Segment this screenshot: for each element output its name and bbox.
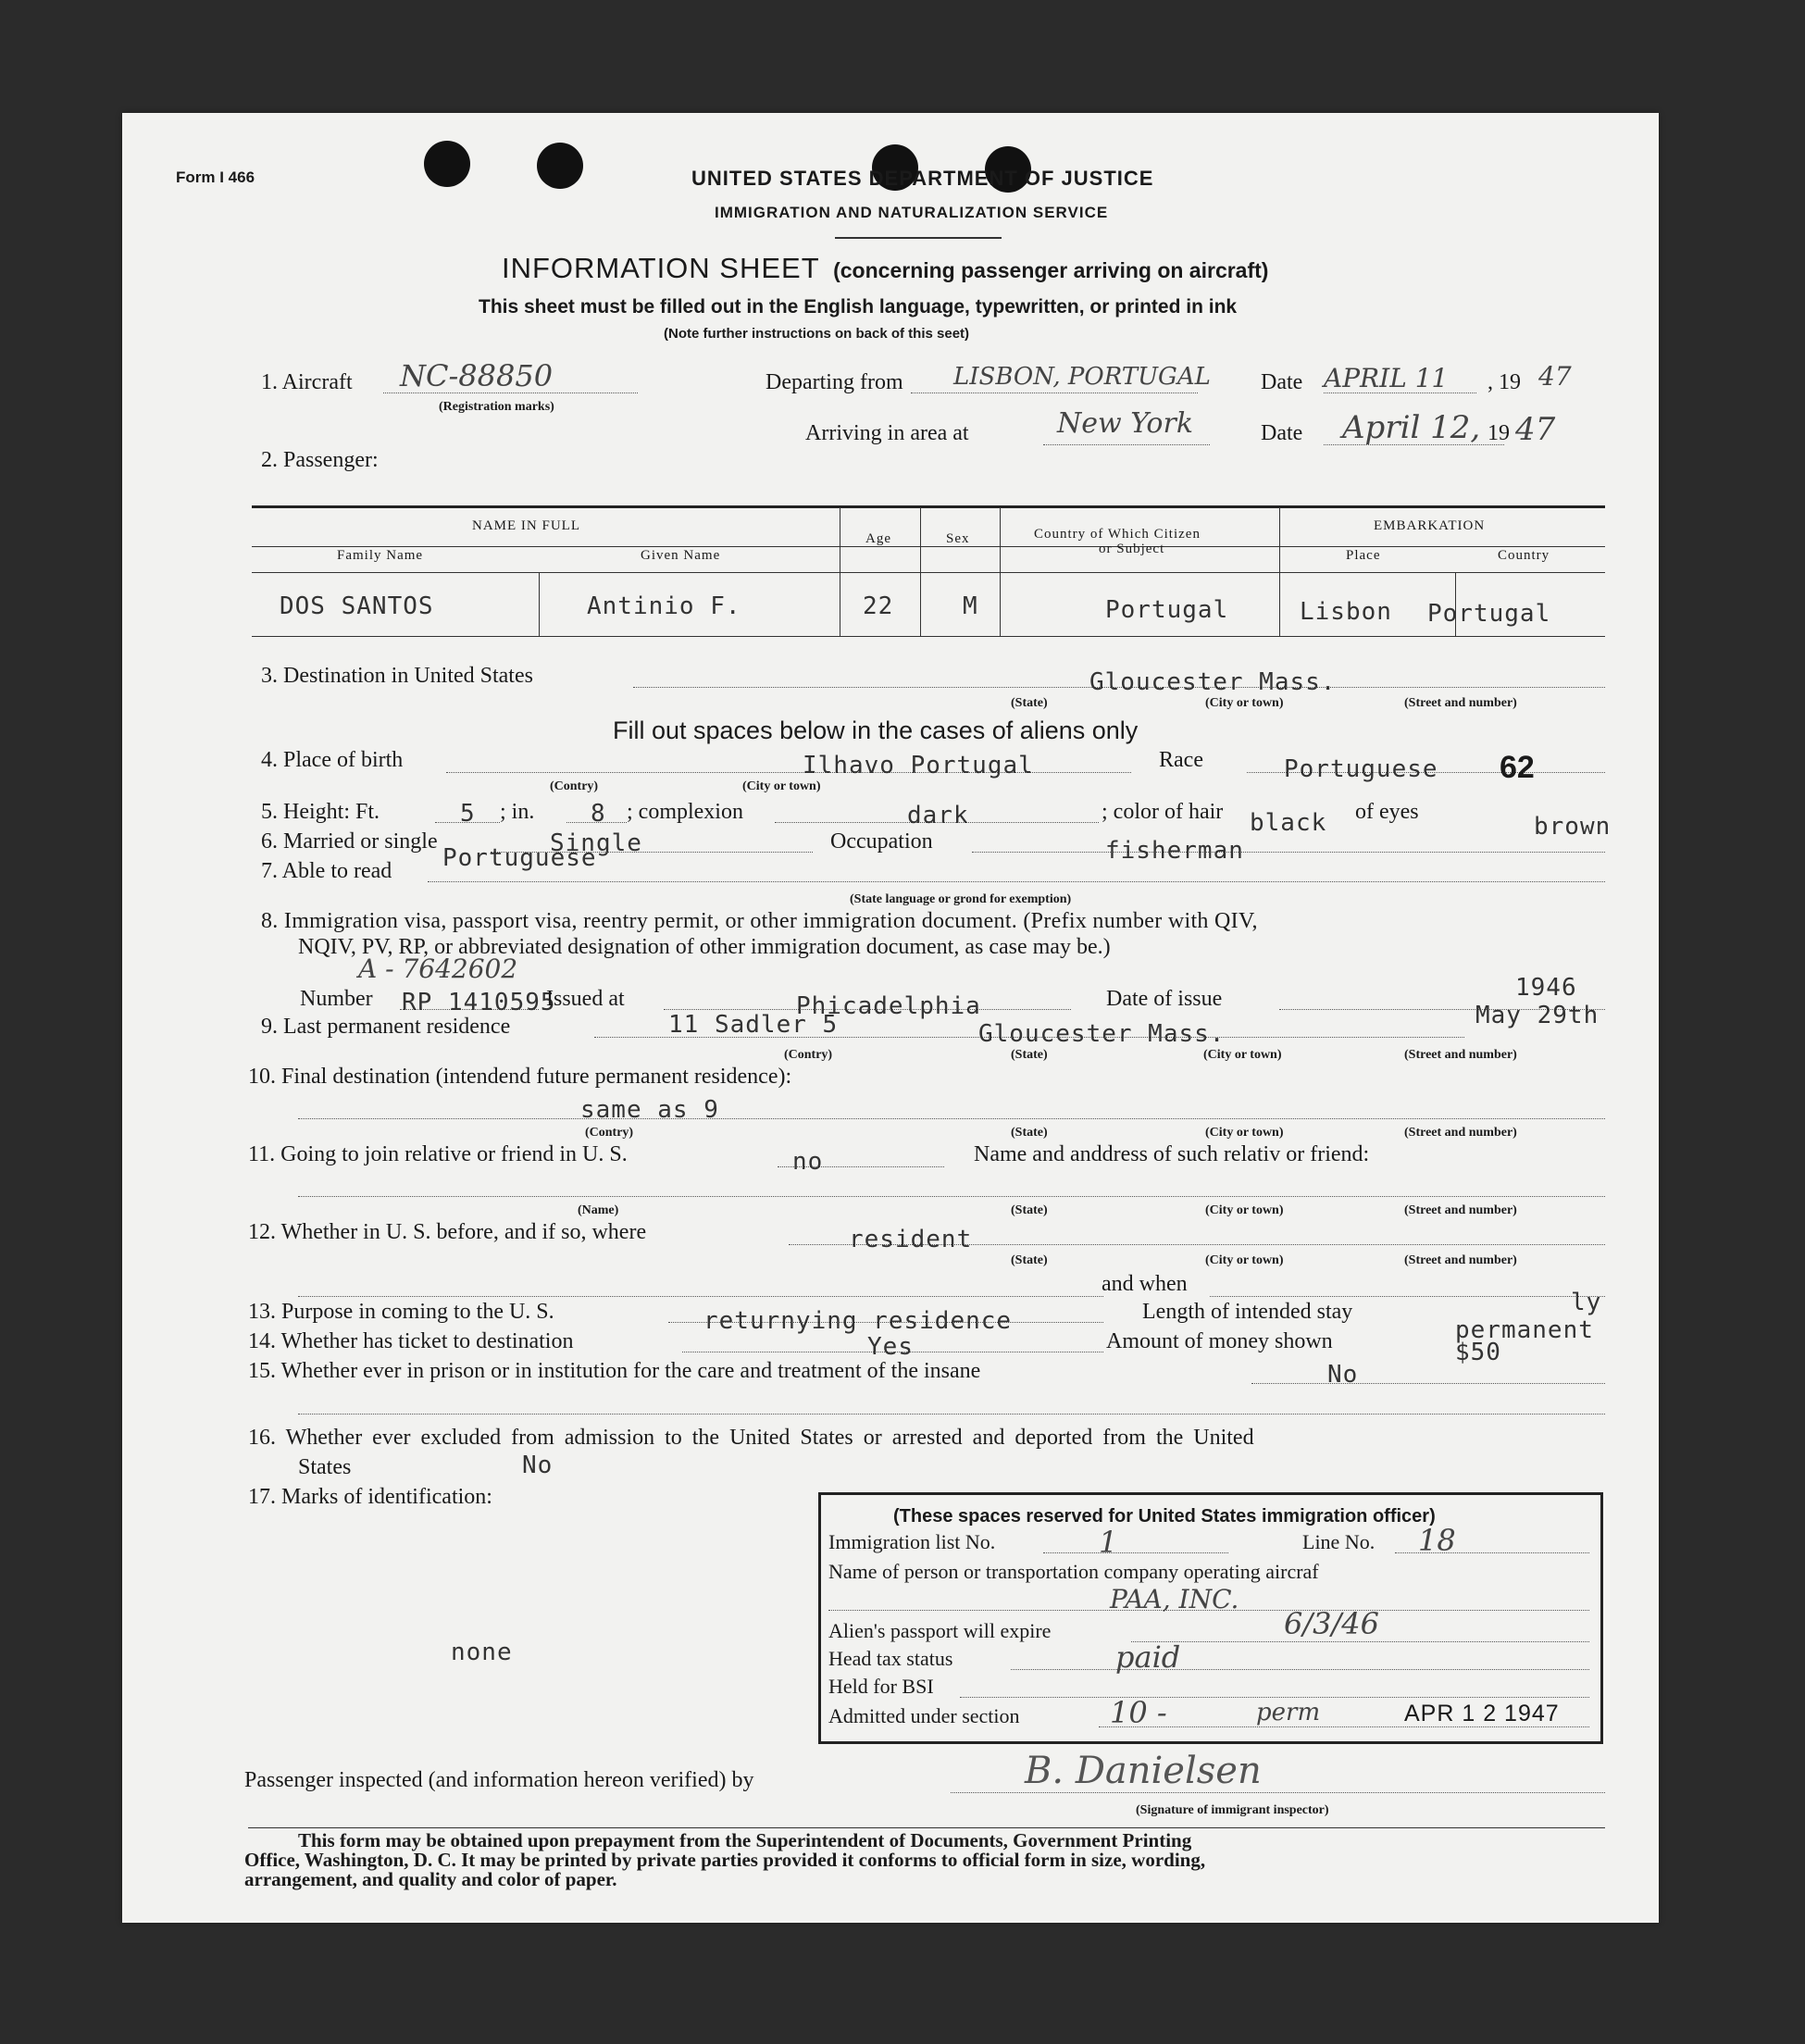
header-name-in-full: NAME IN FULL bbox=[472, 518, 580, 533]
ticket-label: 14. Whether has ticket to destination bbox=[248, 1329, 574, 1353]
destination-value: Gloucester Mass. bbox=[1089, 668, 1337, 696]
header-country-citizen-1: Country of Which Citizen bbox=[1034, 527, 1201, 542]
money-label: Amount of money shown bbox=[1106, 1329, 1333, 1353]
arrive-year-prefix: 19 bbox=[1488, 421, 1510, 445]
issued-at-value: Phicadelphia bbox=[796, 992, 981, 1020]
header-family-name: Family Name bbox=[337, 548, 424, 563]
identification-value: none bbox=[451, 1639, 513, 1666]
verification-label: Passenger inspected (and information hereon verified) by bbox=[244, 1768, 754, 1792]
final-destination-label: 10. Final destination (intendend future permanent residence): bbox=[248, 1065, 792, 1089]
header-emb-country: Country bbox=[1498, 548, 1550, 563]
inspector-signature: B. Danielsen bbox=[1025, 1750, 1262, 1792]
residence-caption-state: (State) bbox=[1011, 1048, 1048, 1062]
title-note: (concerning passenger arriving on aircraft) bbox=[833, 258, 1269, 282]
given-name-value: Antinio F. bbox=[587, 592, 741, 620]
arrive-date: April 12, bbox=[1342, 409, 1481, 446]
passport-expire-value: 6/3/46 bbox=[1284, 1606, 1379, 1641]
immigration-list-label: Immigration list No. bbox=[828, 1530, 996, 1553]
line-no-label: Line No. bbox=[1302, 1530, 1376, 1553]
relative-caption-state: (State) bbox=[1011, 1203, 1048, 1217]
issue-date: May 29th bbox=[1475, 1002, 1600, 1029]
join-relative-label: 11. Going to join relative or friend in U. S. bbox=[248, 1142, 628, 1166]
registration-caption: (Registration marks) bbox=[439, 400, 554, 414]
when-label: and when bbox=[1102, 1272, 1188, 1296]
instructions-note: (Note further instructions on back of this seet) bbox=[664, 326, 970, 342]
previous-caption-street: (Street and number) bbox=[1404, 1253, 1517, 1267]
hair-value: black bbox=[1250, 809, 1327, 837]
caption-state: (State) bbox=[1011, 696, 1048, 710]
final-caption-country: (Contry) bbox=[585, 1126, 634, 1140]
header-given-name: Given Name bbox=[641, 548, 721, 563]
issued-label: Issued at bbox=[546, 987, 625, 1011]
race-label: Race bbox=[1159, 748, 1203, 772]
punch-hole-2 bbox=[537, 143, 583, 189]
hair-label: ; color of hair bbox=[1102, 800, 1224, 824]
document-handwritten-number: A - 7642602 bbox=[358, 953, 518, 984]
depart-date: APRIL 11 bbox=[1324, 363, 1449, 393]
bsi-label: Held for BSI bbox=[828, 1675, 934, 1698]
purpose-value: returnying residence bbox=[703, 1307, 1013, 1335]
head-tax-label: Head tax status bbox=[828, 1647, 953, 1670]
arriving-label: Arriving in area at bbox=[805, 421, 969, 445]
emb-country-value: Portugal bbox=[1427, 600, 1551, 628]
relative-caption-street: (Street and number) bbox=[1404, 1203, 1517, 1217]
form-number: Form I 466 bbox=[176, 168, 255, 186]
caption-country: (Contry) bbox=[550, 779, 599, 793]
excluded-value: No bbox=[522, 1452, 554, 1479]
residence-caption-city: (City or town) bbox=[1203, 1048, 1282, 1062]
height-label: 5. Height: Ft. bbox=[261, 800, 380, 824]
prison-label: 15. Whether ever in prison or in institution for the care and treatment of the insane bbox=[248, 1359, 981, 1383]
document-line-2: NQIV, PV, RP, or abbreviated designation of other immigration document, as case may be.) bbox=[298, 935, 1111, 959]
arrive-year: 47 bbox=[1515, 411, 1556, 448]
previous-caption-state: (State) bbox=[1011, 1253, 1048, 1267]
passenger-label: 2. Passenger: bbox=[261, 448, 379, 472]
admission-date-stamp: APR 1 2 1947 bbox=[1404, 1701, 1560, 1726]
citizen-value: Portugal bbox=[1105, 596, 1229, 624]
form-title bbox=[502, 252, 1268, 285]
excluded-line-1: 16. Whether ever excluded from admission to the United States or arrested and deported from the United bbox=[248, 1426, 1254, 1450]
company-label: Name of person or transportation company operating aircraf bbox=[828, 1560, 1319, 1583]
relative-name-label: Name and anddress of such relativ or friend: bbox=[974, 1142, 1370, 1166]
residence-city: Gloucester Mass. bbox=[978, 1020, 1226, 1048]
complexion-label: ; complexion bbox=[627, 800, 743, 824]
footer-line-3: arrangement, and quality and color of paper. bbox=[244, 1868, 617, 1890]
company-value: PAA, INC. bbox=[1110, 1584, 1239, 1614]
header-age: Age bbox=[865, 531, 891, 546]
line-no-value: 18 bbox=[1418, 1523, 1456, 1558]
caption-street: (Street and number) bbox=[1404, 696, 1517, 710]
final-destination-value: same as 9 bbox=[580, 1096, 719, 1124]
departing-from: LISBON, PORTUGAL bbox=[953, 363, 1211, 391]
arrive-date-label: Date bbox=[1261, 421, 1303, 445]
inches-label: ; in. bbox=[500, 800, 535, 824]
excluded-line-2: States bbox=[298, 1455, 352, 1479]
family-name-value: DOS SANTOS bbox=[280, 592, 434, 620]
prison-value: No bbox=[1327, 1361, 1359, 1389]
relative-caption-name: (Name) bbox=[578, 1203, 619, 1217]
head-tax-value: paid bbox=[1115, 1639, 1181, 1675]
height-feet: 5 bbox=[460, 800, 476, 828]
height-inches: 8 bbox=[591, 800, 606, 828]
marital-value: Single bbox=[550, 829, 642, 857]
read-value: Portuguese bbox=[442, 844, 597, 872]
aircraft-label: 1. Aircraft bbox=[261, 370, 353, 394]
caption-city: (City or town) bbox=[1205, 696, 1284, 710]
age-value: 22 bbox=[863, 592, 894, 620]
stay-value: permanent bbox=[1455, 1316, 1594, 1344]
relative-caption-city: (City or town) bbox=[1205, 1203, 1284, 1217]
passport-expire-label: Alien's passport will expire bbox=[828, 1619, 1052, 1642]
ticket-value: Yes bbox=[867, 1333, 914, 1361]
header-emb-place: Place bbox=[1346, 548, 1381, 563]
aircraft-registration: NC-88850 bbox=[400, 358, 554, 393]
race-value: Portuguese bbox=[1284, 755, 1438, 783]
officer-box-title: (These spaces reserved for United States immigration officer) bbox=[893, 1506, 1436, 1527]
header-sex: Sex bbox=[946, 531, 970, 546]
header-country-citizen-2: or Subject bbox=[1099, 542, 1165, 556]
race-code: 62 bbox=[1500, 750, 1535, 785]
occupation-value: fisherman bbox=[1105, 837, 1244, 865]
stay-label: Length of intended stay bbox=[1142, 1300, 1353, 1324]
destination-label: 3. Destination in United States bbox=[261, 664, 533, 688]
issue-date-label: Date of issue bbox=[1106, 987, 1223, 1011]
departing-label: Departing from bbox=[766, 370, 903, 394]
immigration-list-value: 1 bbox=[1099, 1525, 1118, 1560]
depart-year-prefix: , 19 bbox=[1488, 370, 1521, 394]
depart-date-label: Date bbox=[1261, 370, 1303, 394]
header-embarkation: EMBARKATION bbox=[1374, 518, 1486, 533]
punch-hole-1 bbox=[424, 141, 470, 187]
number-label: Number bbox=[300, 987, 373, 1011]
residence-label: 9. Last permanent residence bbox=[261, 1015, 511, 1039]
footer-line-2: Office, Washington, D. C. It may be printed by private parties provided it conforms to official form in size, wording, bbox=[244, 1849, 1206, 1871]
sex-value: M bbox=[963, 592, 978, 620]
join-relative-value: no bbox=[792, 1148, 824, 1176]
eyes-label: of eyes bbox=[1355, 800, 1419, 824]
birthplace-value: Ilhavo Portugal bbox=[803, 752, 1034, 779]
service-title: IMMIGRATION AND NATURALIZATION SERVICE bbox=[715, 204, 1109, 221]
complexion-value: dark bbox=[907, 802, 969, 829]
stay-mark: ly bbox=[1571, 1289, 1602, 1316]
officer-section bbox=[818, 1492, 1603, 1744]
birthplace-label: 4. Place of birth bbox=[261, 748, 404, 772]
depart-year: 47 bbox=[1538, 361, 1572, 392]
final-caption-street: (Street and number) bbox=[1404, 1126, 1517, 1140]
previous-us-value: resident bbox=[849, 1226, 973, 1253]
final-caption-state: (State) bbox=[1011, 1126, 1048, 1140]
emb-place-value: Lisbon bbox=[1300, 598, 1392, 626]
admitted-section-value: 10 - bbox=[1110, 1695, 1167, 1730]
read-caption: (State language or grond for exemption) bbox=[850, 892, 1072, 906]
purpose-label: 13. Purpose in coming to the U. S. bbox=[248, 1300, 554, 1324]
marital-label: 6. Married or single bbox=[261, 829, 438, 854]
eyes-value: brown bbox=[1534, 813, 1612, 841]
aliens-note: Fill out spaces below in the cases of aliens only bbox=[613, 717, 1139, 744]
form-sheet bbox=[122, 113, 1659, 1923]
residence-caption-street: (Street and number) bbox=[1404, 1048, 1517, 1062]
instructions: This sheet must be filled out in the English language, typewritten, or printed in ink bbox=[479, 296, 1238, 318]
occupation-label: Occupation bbox=[830, 829, 933, 854]
final-caption-city: (City or town) bbox=[1205, 1126, 1284, 1140]
previous-caption-city: (City or town) bbox=[1205, 1253, 1284, 1267]
previous-us-label: 12. Whether in U. S. before, and if so, where bbox=[248, 1220, 647, 1244]
identification-label: 17. Marks of identification: bbox=[248, 1485, 492, 1509]
title-main: INFORMATION SHEET bbox=[502, 252, 820, 284]
admitted-section-note: perm bbox=[1256, 1699, 1321, 1726]
signature-caption: (Signature of immigrant inspector) bbox=[1136, 1803, 1329, 1817]
footer-line-1: This form may be obtained upon prepayment from the Superintendent of Documents, Government Printing bbox=[298, 1829, 1192, 1851]
caption-city-town: (City or town) bbox=[742, 779, 821, 793]
document-number: RP 1410595 bbox=[402, 989, 556, 1016]
residence-street: 11 Sadler 5 bbox=[668, 1011, 839, 1039]
document-line-1: 8. Immigration visa, passport visa, reentry permit, or other immigration document. (Prefix number with QIV, bbox=[261, 909, 1258, 933]
admitted-section-label: Admitted under section bbox=[828, 1704, 1020, 1727]
arriving-at: New York bbox=[1057, 407, 1193, 440]
issue-year: 1946 bbox=[1515, 974, 1577, 1002]
money-value: $50 bbox=[1455, 1339, 1501, 1366]
read-label: 7. Able to read bbox=[261, 859, 392, 883]
department-title: UNITED STATES DEPARTMENT OF JUSTICE bbox=[691, 167, 1154, 190]
residence-caption-country: (Contry) bbox=[784, 1048, 833, 1062]
